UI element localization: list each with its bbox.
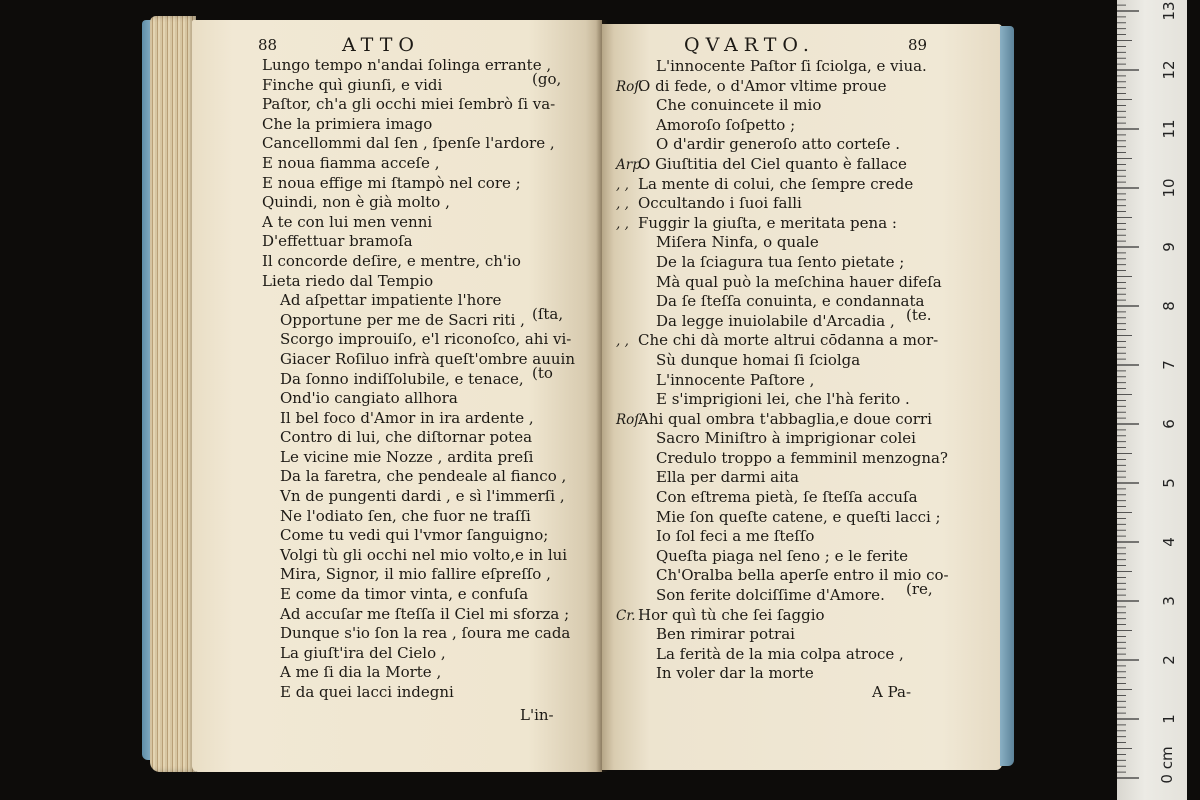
ruler-number: 2 xyxy=(1160,655,1178,665)
line-text: Contro di lui, che diſtornar potea xyxy=(280,428,533,447)
line-text: La ferità de la mia colpa atroce , xyxy=(656,644,904,663)
text-line xyxy=(616,96,949,116)
left-page-number: 88 xyxy=(258,36,278,54)
text-line xyxy=(262,526,575,546)
text-line xyxy=(616,508,949,528)
text-line xyxy=(262,291,575,311)
speaker-label: Cr. xyxy=(616,607,636,624)
turnover-fragment: (re, xyxy=(906,580,933,599)
text-line xyxy=(616,429,949,449)
line-text: Ch'Oralba bella aperſe entro il mio co- xyxy=(656,566,949,585)
line-text: Che la primiera imago xyxy=(262,114,433,133)
line-text: Fuggir la giuſta, e meritata pena : xyxy=(638,213,897,232)
ruler-number: 7 xyxy=(1160,360,1178,370)
line-text: A me ſi dia la Morte , xyxy=(280,663,442,682)
ruler-number: 4 xyxy=(1160,537,1178,547)
line-text: De la ſciagura tua ſento pietate ; xyxy=(656,252,905,271)
text-line xyxy=(262,467,575,487)
line-text: Ad aſpettar impatiente l'hore xyxy=(280,291,502,310)
line-text: Paſtor, ch'a gli occhi miei ſembrò ſi va- xyxy=(262,95,556,114)
line-text: O d'ardir generoſo atto corteſe . xyxy=(656,135,901,154)
line-text: Come tu vedi qui l'vmor ſanguigno; xyxy=(280,526,549,545)
text-line xyxy=(616,273,949,293)
text-line xyxy=(262,134,575,154)
left-page xyxy=(192,20,602,772)
text-line xyxy=(262,95,575,115)
text-line xyxy=(616,468,949,488)
line-text: O di fede, o d'Amor vltime proue xyxy=(638,76,887,95)
text-line xyxy=(262,115,575,135)
text-line xyxy=(262,585,575,605)
line-text: Ne l'odiato ſen, che fuor ne traſſi xyxy=(280,506,531,525)
text-line xyxy=(616,135,949,155)
text-line xyxy=(616,194,949,214)
line-text: Quindi, non è già molto , xyxy=(262,193,450,212)
line-text: Da legge inuiolabile d'Arcadia , xyxy=(656,311,895,330)
text-line xyxy=(262,389,575,409)
text-line xyxy=(616,253,949,273)
line-text: Ella per darmi aita xyxy=(656,468,799,487)
right-page-number: 89 xyxy=(908,36,928,54)
line-text: Lieta riedo dal Tempio xyxy=(262,271,434,290)
turnover-fragment: (go, xyxy=(532,69,562,88)
text-line xyxy=(616,488,949,508)
line-text: Mà qual può la meſchina hauer difeſa xyxy=(656,272,942,291)
line-text: Ahi qual ombra t'abbaglia,e doue corri xyxy=(638,409,932,428)
text-line xyxy=(262,565,575,585)
text-line xyxy=(616,292,949,312)
line-text: E come da timor vinta, e confuſa xyxy=(280,585,529,604)
line-text: Giacer Roſiluo infrà queſt'ombre auuin xyxy=(280,349,575,368)
left-page-text xyxy=(262,56,575,703)
text-line xyxy=(616,547,949,567)
speaker-label: Arp. xyxy=(616,156,646,173)
right-page-text xyxy=(616,57,949,684)
book-cover-edge-right xyxy=(1000,26,1014,766)
text-line xyxy=(616,527,949,547)
text-line xyxy=(262,363,575,390)
turnover-fragment: (ſta, xyxy=(532,304,564,323)
ruler-number: 9 xyxy=(1160,242,1178,252)
text-line xyxy=(262,232,575,252)
text-line xyxy=(616,606,949,626)
text-line xyxy=(616,371,949,391)
text-line xyxy=(616,214,949,234)
text-line xyxy=(262,448,575,468)
ruler-number: 1 xyxy=(1160,714,1178,724)
text-line xyxy=(262,154,575,174)
line-text: Hor quì tù che ſei ſaggio xyxy=(638,605,825,624)
ruler-number: 10 xyxy=(1160,178,1178,198)
line-text: In voler dar la morte xyxy=(656,664,814,683)
line-text: Che chi dà morte altrui cōdanna a mor- xyxy=(638,331,939,350)
text-line xyxy=(262,304,575,331)
line-text: E noua effige mi ſtampò nel core ; xyxy=(262,173,521,192)
text-line xyxy=(616,305,949,332)
line-text: Mira, Signor, il mio fallire eſpreſſo , xyxy=(280,565,551,584)
ruler-number: 8 xyxy=(1160,301,1178,311)
turnover-fragment: (to xyxy=(532,363,553,382)
text-line xyxy=(616,390,949,410)
text-line xyxy=(262,56,575,76)
text-line xyxy=(616,566,949,586)
text-line xyxy=(616,410,949,430)
text-line xyxy=(262,69,575,96)
right-page xyxy=(602,24,1002,770)
text-line xyxy=(262,174,575,194)
ruler-number: 3 xyxy=(1160,596,1178,606)
text-line xyxy=(262,409,575,429)
text-line xyxy=(616,116,949,136)
speaker-label: , , xyxy=(616,196,629,213)
text-line xyxy=(262,546,575,566)
left-catchword: L'in- xyxy=(520,706,554,724)
line-text: Miſera Ninfa, o quale xyxy=(656,233,819,252)
speaker-label: , , xyxy=(616,333,629,350)
line-text: Ond'io cangiato allhora xyxy=(280,389,458,408)
line-text: Da ſe ſteſſa conuinta, e condannata xyxy=(656,292,925,311)
text-line xyxy=(262,252,575,272)
text-line xyxy=(616,155,949,175)
text-line xyxy=(262,605,575,625)
line-text: Che conuincete il mio xyxy=(656,96,822,115)
text-line xyxy=(616,233,949,253)
speaker-label: , , xyxy=(616,176,629,193)
ruler-unit-label: 0 cm xyxy=(1158,746,1176,784)
line-text: Vn de pungenti dardi , e sì l'immerſi , xyxy=(280,487,565,506)
line-text: Opportune per me de Sacri riti , xyxy=(280,310,525,329)
ruler-number: 5 xyxy=(1160,478,1178,488)
line-text: Son ferite dolciſſime d'Amore. xyxy=(656,586,885,605)
text-line xyxy=(616,175,949,195)
turnover-fragment: (te. xyxy=(906,305,932,324)
line-text: E s'imprigioni lei, che l'hà ferito . xyxy=(656,390,910,409)
line-text: Con eſtrema pietà, ſe ſteſſa accuſa xyxy=(656,488,918,507)
line-text: Dunque s'io ſon la rea , ſoura me cada xyxy=(280,624,571,643)
ruler-number: 6 xyxy=(1160,419,1178,429)
line-text: Finche quì giunſi, e vidi xyxy=(262,75,443,94)
line-text: Cancellommi dal ſen , ſpenſe l'ardore , xyxy=(262,134,555,153)
text-line xyxy=(262,663,575,683)
text-line xyxy=(262,330,575,350)
line-text: Ad accuſar me ſteſſa il Ciel mi sforza ; xyxy=(280,604,570,623)
line-text: Sacro Miniſtro à imprigionar colei xyxy=(656,429,916,448)
line-text: La mente di colui, che ſempre crede xyxy=(638,174,914,193)
line-text: Mie ſon queſte catene, e queſti lacci ; xyxy=(656,507,941,526)
line-text: Credulo troppo a femminil menzogna? xyxy=(656,448,948,467)
line-text: E noua fiamma acceſe , xyxy=(262,153,440,172)
text-line xyxy=(616,57,949,77)
line-text: D'effettuar bramoſa xyxy=(262,232,413,251)
line-text: Volgi tù gli occhi nel mio volto,e in lui xyxy=(280,545,568,564)
text-line xyxy=(616,625,949,645)
line-text: Occultando i ſuoi falli xyxy=(638,194,802,213)
line-text: La giuſt'ira del Cielo , xyxy=(280,643,446,662)
text-line xyxy=(616,449,949,469)
speaker-label: , , xyxy=(616,215,629,232)
text-line xyxy=(262,193,575,213)
line-text: Amoroſo ſoſpetto ; xyxy=(656,115,796,134)
line-text: Le vicine mie Nozze , ardita preſi xyxy=(280,447,534,466)
text-line xyxy=(262,507,575,527)
ruler-number: 13 xyxy=(1160,1,1178,21)
speaker-label: Roſ. xyxy=(616,78,644,95)
text-line xyxy=(262,428,575,448)
text-line xyxy=(616,77,949,97)
text-line xyxy=(616,664,949,684)
line-text: Da ſonno indiſſolubile, e tenace, xyxy=(280,369,524,388)
left-page-header: ATTO xyxy=(342,34,420,56)
line-text: L'innocente Paſtore , xyxy=(656,370,815,389)
line-text: Queſta piaga nel ſeno ; e le ferite xyxy=(656,546,908,565)
right-catchword: A Pa- xyxy=(872,683,912,701)
line-text: O Giuſtitia del Ciel quanto è fallace xyxy=(638,154,907,173)
text-line xyxy=(616,645,949,665)
text-line xyxy=(262,624,575,644)
line-text: L'innocente Paſtor ſi ſciolga, e viua. xyxy=(656,57,927,75)
ruler-number: 11 xyxy=(1160,119,1178,139)
text-line xyxy=(616,351,949,371)
line-text: Il concorde deſire, e mentre, ch'io xyxy=(262,251,521,270)
text-line xyxy=(262,487,575,507)
text-line xyxy=(262,213,575,233)
ruler-number: 12 xyxy=(1160,60,1178,80)
text-line xyxy=(262,350,575,370)
line-text: Il bel foco d'Amor in ira ardente , xyxy=(280,408,534,427)
speaker-label: Roſ. xyxy=(616,411,644,428)
line-text: Ben rimirar potrai xyxy=(656,625,795,644)
text-line xyxy=(262,683,575,703)
text-line xyxy=(262,272,575,292)
measuring-ruler xyxy=(1117,0,1187,800)
line-text: Lungo tempo n'andai ſolinga errante , xyxy=(262,56,552,74)
text-line xyxy=(616,331,949,351)
line-text: E da quei lacci indegni xyxy=(280,683,454,701)
line-text: Sù dunque homai ſi ſciolga xyxy=(656,350,861,369)
text-line xyxy=(262,644,575,664)
right-page-header: QVARTO. xyxy=(684,34,815,56)
line-text: Io ſol feci a me ſteſſo xyxy=(656,527,815,546)
line-text: Da la faretra, che pendeale al fianco , xyxy=(280,467,567,486)
line-text: Scorgo improuiſo, e'l riconoſco, ahi vi- xyxy=(280,330,572,349)
text-line xyxy=(616,580,949,606)
page-stack xyxy=(150,16,196,772)
line-text: A te con lui men venni xyxy=(262,212,433,231)
